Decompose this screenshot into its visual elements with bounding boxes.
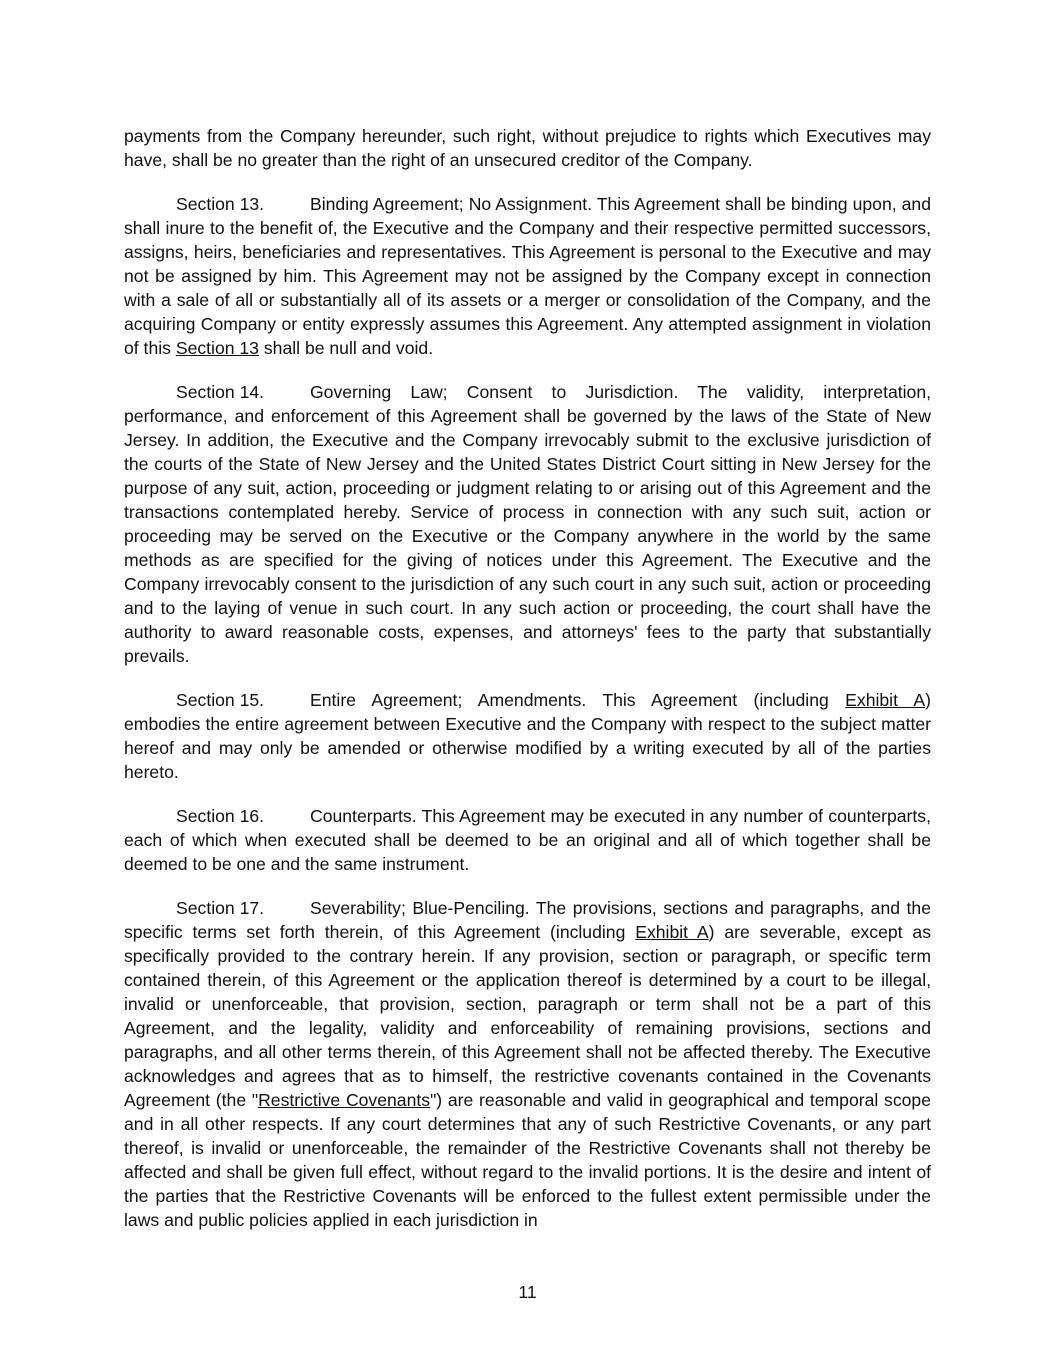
section-17-heading: Severability; Blue-Penciling. <box>310 898 530 918</box>
section-17-label: Section 17. <box>176 898 265 918</box>
continuation-paragraph <box>124 124 931 172</box>
section-13-reference: Section 13 <box>175 338 259 358</box>
section-16-label: Section 16. <box>176 806 265 826</box>
continuation-text: payments from the Company hereunder, such right, without prejudice to rights which Executives may have, shall be no greater than the right of an unsecured creditor of the Company. <box>124 126 931 170</box>
section-15-paragraph <box>124 688 931 784</box>
section-14-heading: Governing Law; Consent to Jurisdiction. <box>310 382 679 402</box>
section-17-exhibit-reference: Exhibit A <box>635 922 709 942</box>
section-15-text-b: ) embodies the entire agreement between Executive and the Company with respect to the subject matter hereof and may only be amended or otherwise modified by a writing executed by all of the parties hereto. <box>124 690 931 782</box>
section-17-paragraph <box>124 896 931 1232</box>
section-13-label: Section 13. <box>176 194 265 214</box>
section-15-exhibit-reference: Exhibit A <box>845 690 926 710</box>
section-14-text: The validity, interpretation, performance, and enforcement of this Agreement shall be governed by the laws of the State of New Jersey. In addition, the Executive and the Company irrevocably submit to the exclusive jurisdiction of the courts of the State of New Jersey and the United States District Court sitting in New Jersey for the purpose of any suit, action, proceeding or judgment relating to or arising out of this Agreement and the transactions contemplated hereby. Service of process in connection with any such suit, action or proceeding may be served on the Executive or the Company anywhere in the world by the same methods as are specified for the giving of notices under this Agreement. The Executive and the Company irrevocably consent to the jurisdiction of any such court in any such suit, action or proceeding and to the laying of venue in such court. In any such action or proceeding, the court shall have the authority to award reasonable costs, expenses, and attorneys' fees to the party that substantially prevails. <box>124 382 931 666</box>
page-number: 11 <box>518 1282 537 1302</box>
section-16-text: This Agreement may be executed in any number of counterparts, each of which when executed shall be deemed to be an original and all of which together shall be deemed to be one and the same instrument. <box>124 806 931 874</box>
section-17-text-c: ") are reasonable and valid in geographical and temporal scope and in all other respects. If any court determines that any of such Restrictive Covenants, or any part thereof, is invalid or unenforceable, the remainder of the Restrictive Covenants shall not thereby be affected and shall be given full effect, without regard to the invalid portions. It is the desire and intent of the parties that the Restrictive Covenants will be enforced to the fullest extent permissible under the laws and public policies applied in each jurisdiction in <box>124 1090 931 1230</box>
section-16-paragraph <box>124 804 931 876</box>
section-14-label: Section 14. <box>176 382 265 402</box>
section-13-paragraph <box>124 192 931 360</box>
section-15-text-a: This Agreement (including <box>586 690 846 710</box>
section-13-heading: Binding Agreement; No Assignment. <box>310 194 593 214</box>
section-15-label: Section 15. <box>176 690 265 710</box>
section-14-paragraph <box>124 380 931 668</box>
section-17-text-b: ) are severable, except as specifically provided to the contrary herein. If any provision, section or paragraph, or specific term contained therein, of this Agreement or the application thereof is determined by a court to be illegal, invalid or unenforceable, that provision, section, paragraph or term shall not be a part of this Agreement, and the legality, validity and enforceability of remaining provisions, sections and paragraphs, and all other terms therein, of this Agreement shall not be affected thereby. The Executive acknowledges and agrees that as to himself, the restrictive covenants contained in the Covenants Agreement (the " <box>124 922 931 1110</box>
section-16-heading: Counterparts. <box>310 806 417 826</box>
section-13-text-b: shall be null and void. <box>258 338 434 358</box>
section-15-heading: Entire Agreement; Amendments. <box>310 690 587 710</box>
section-17-restrictive-covenants-term: Restrictive Covenants <box>258 1090 431 1110</box>
section-17-text-a: The provisions, sections and paragraphs, and the specific terms set forth therein, of this Agreement (including <box>124 898 931 942</box>
document-body <box>124 124 931 1252</box>
section-13-text-a: This Agreement shall be binding upon, and shall inure to the benefit of, the Executive and the Company and their respective permitted successors, assigns, heirs, beneficiaries and representatives. This Agreement is personal to the Executive and may not be assigned by him. This Agreement may not be assigned by the Company except in connection with a sale of all or substantially all of its assets or a merger or consolidation of the Company, and the acquiring Company or entity expressly assumes this Agreement. Any attempted assignment in violation of this <box>124 194 931 358</box>
